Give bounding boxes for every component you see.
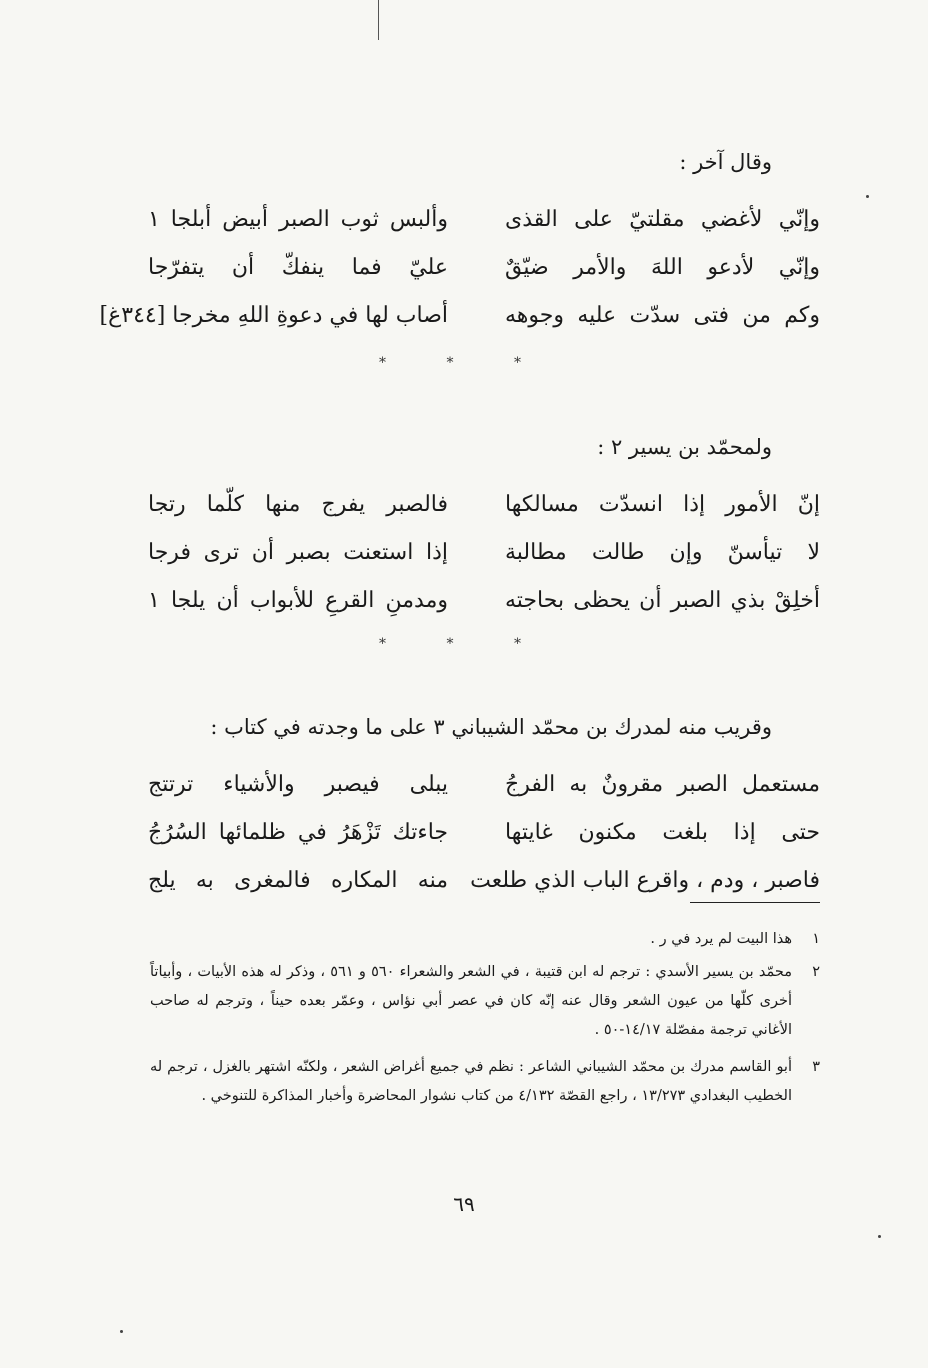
verse — [99, 303, 820, 351]
footnote-rule — [690, 902, 820, 903]
verse — [148, 255, 820, 303]
page-number: ٦٩ — [453, 1192, 475, 1216]
gutter-line — [378, 0, 379, 40]
verse — [148, 207, 820, 255]
verse — [148, 772, 820, 820]
hemistich-second: عليّ فما ينفكّ أن يتفرّجا — [148, 255, 448, 280]
verse — [148, 540, 820, 588]
scan-speck — [866, 195, 869, 198]
hemistich-first: فاصبر ، ودم ، واقرع الباب الذي طلعت — [470, 868, 820, 893]
footnote-text: أبو القاسم مدرك بن محمّد الشيباني الشاعر : نظم في جميع أغراض الشعر ، ولكنّه اشتهر بالغزل ، ترجم له الخطيب البغدادي ١٣/٢٧٣ ، راجع القصّة ٤/١٣٢ من كتاب نشوار المحاضرة وأخبار المذاكرة للتنوخي . — [150, 1059, 792, 1104]
footnote-number: ١ — [812, 931, 820, 947]
verse — [148, 492, 820, 540]
verse — [148, 868, 820, 916]
footnote-text: محمّد بن يسير الأسدي : ترجم له ابن قتيبة ، في الشعر والشعراء ٥٦٠ و ٥٦١ ، وذكر له هذه الأبيات ، وأبياتاً أخرى كلّها من عيون الشعر وقال عنه إنّه كان في عصر أبي نؤاس ، وعمّر بعده حيناً ، وترجم له صاحب الأغاني ترجمة مفصّلة ١٤/١٧-٥٠ . — [150, 964, 792, 1038]
hemistich-second: ومدمنِ القرعِ للأبواب أن يلجا ١ — [148, 588, 448, 613]
hemistich-second: وألبس ثوب الصبر أبيض أبلجا ١ — [148, 207, 448, 232]
verse — [148, 588, 820, 636]
scan-speck — [120, 1330, 123, 1333]
section-separator: * * * — [379, 355, 549, 371]
footnotes — [150, 925, 820, 1111]
section-intro: وقال آخر : — [679, 150, 772, 174]
poem — [148, 492, 820, 636]
hemistich-first: إنّ الأمور إذا انسدّت مسالكها — [505, 492, 820, 517]
hemistich-second: فالصبر يفرج منها كلّما رتجا — [148, 492, 448, 517]
hemistich-second: يبلى فيصبر والأشياء ترتتج — [148, 772, 448, 797]
footnote — [150, 1053, 820, 1111]
verse — [148, 820, 820, 868]
hemistich-first: لا تيأسنّ وإن طالت مطالبة — [505, 540, 820, 565]
hemistich-second: منه المكاره فالمغرى به يلج — [148, 868, 448, 893]
hemistich-first: وكم من فتى سدّت عليه وجوهه — [505, 303, 820, 328]
hemistich-first: وإنّي لأغضي مقلتيّ على القذى — [505, 207, 820, 232]
section-intro: وقريب منه لمدرك بن محمّد الشيباني ٣ على ما وجدته في كتاب : — [210, 715, 772, 739]
hemistich-second: أصاب لها في دعوةِ اللهِ مخرجا [٣٤٤غ] — [99, 303, 448, 328]
hemistich-first: وإنّي لأدعو اللهَ والأمر ضيّقٌ — [505, 255, 820, 280]
section-intro: ولمحمّد بن يسير ٢ : — [597, 435, 772, 459]
section-separator: * * * — [379, 636, 549, 652]
hemistich-first: أخلِقْ بذي الصبر أن يحظى بحاجته — [505, 588, 820, 613]
footnote-number: ٢ — [812, 964, 820, 980]
footnote-text: هذا البيت لم يرد في ر . — [650, 931, 792, 947]
hemistich-first: مستعمل الصبر مقرونٌ به الفرجُ — [505, 772, 820, 797]
poem — [99, 207, 820, 351]
footnote-number: ٣ — [812, 1059, 820, 1075]
footnote — [150, 925, 820, 954]
hemistich-second: إذا استعنت بصبر أن ترى فرجا — [148, 540, 448, 565]
hemistich-second: جاءتك تَزْهَرُ في ظلمائها السُرُجُ — [148, 820, 448, 845]
hemistich-first: حتى إذا بلغت مكنون غايتها — [505, 820, 820, 845]
poem — [148, 772, 820, 916]
scan-speck — [878, 1235, 881, 1238]
footnote — [150, 958, 820, 1045]
